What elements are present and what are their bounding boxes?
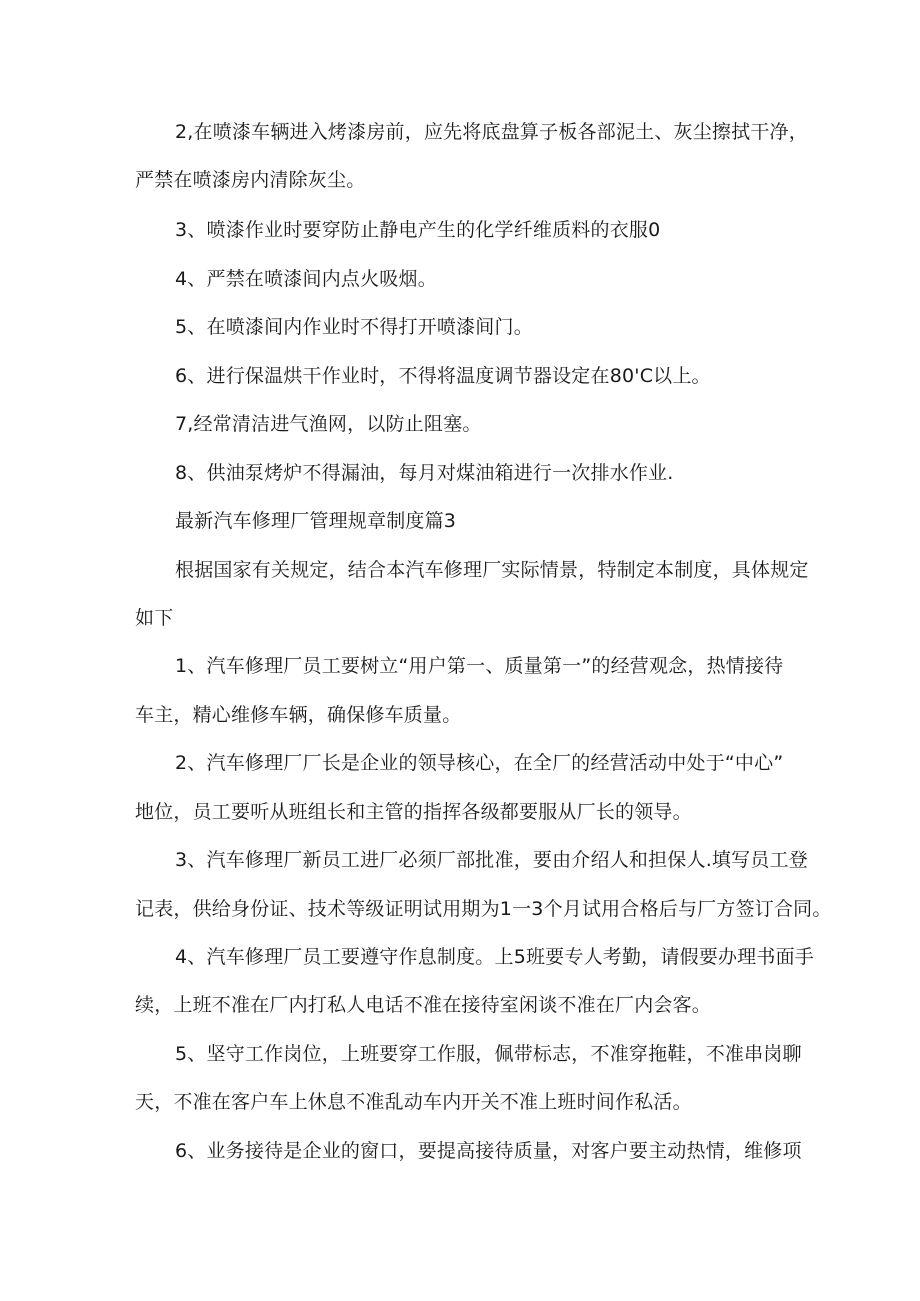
paragraph-2-line-2: 严禁在喷漆房内清除灰尘。 — [135, 169, 366, 191]
rule-1-line-2: 车主，精心维修车辆，确保修车质量。 — [135, 704, 462, 726]
section-heading: 最新汽车修理厂管理规章制度篇3 — [175, 510, 457, 532]
rule-1-line-1: 1、汽车修理厂员工要树立“用户第一、质量第一”的经营观念，热情接待 — [175, 655, 784, 677]
rule-6-line-1: 6、业务接待是企业的窗口，要提高接待质量，对客户要主动热情，维修项 — [175, 1140, 802, 1162]
paragraph-6: 6、进行保温烘干作业时，不得将温度调节器设定在80'C以上。 — [175, 365, 711, 387]
rule-3-line-1: 3、汽车修理厂新员工进厂必须厂部批准，要由介绍人和担保人.填写员工登 — [175, 849, 808, 871]
rule-5-line-2: 天，不准在客户车上休息不准乱动车内开关不准上班时间作私活。 — [135, 1091, 692, 1113]
paragraph-7: 7,经常清洁进气渔网，以防止阻塞。 — [175, 413, 482, 435]
paragraph-5: 5、在喷漆间内作业时不得打开喷漆间门。 — [175, 316, 533, 338]
intro-line-2: 如下 — [135, 607, 174, 629]
paragraph-3: 3、喷漆作业时要穿防止静电产生的化学纤维质料的衣服0 — [175, 219, 661, 241]
paragraph-2-line-1: 2,在喷漆车辆进入烤漆房前，应先将底盘算子板各部泥土、灰尘擦拭干净， — [175, 121, 808, 143]
rule-2-line-2: 地位，员工要听从班组长和主管的指挥各级都要服从厂长的领导。 — [135, 801, 692, 823]
rule-5-line-1: 5、坚守工作岗位，上班要穿工作服，佩带标志，不准穿拖鞋，不准串岗聊 — [175, 1043, 802, 1065]
paragraph-4: 4、严禁在喷漆间内点火吸烟。 — [175, 268, 437, 290]
rule-4-line-1: 4、汽车修理厂员工要遵守作息制度。上5班要专人考勤，请假要办理书面手 — [175, 946, 814, 968]
rule-2-line-1: 2、汽车修理厂厂长是企业的领导核心，在全厂的经营活动中处于“中心” — [175, 752, 784, 774]
rule-3-line-2: 记表，供给身份证、技术等级证明试用期为1一3个月试用合格后与厂方签订合同。 — [135, 898, 832, 920]
rule-4-line-2: 续，上班不准在厂内打私人电话不准在接待室闲谈不准在厂内会客。 — [135, 994, 712, 1016]
paragraph-8: 8、供油泵烤炉不得漏油，每月对煤油箱进行一次排水作业. — [175, 462, 674, 484]
intro-line-1: 根据国家有关规定，结合本汽车修理厂实际情景，特制定本制度，具体规定 — [175, 559, 809, 581]
